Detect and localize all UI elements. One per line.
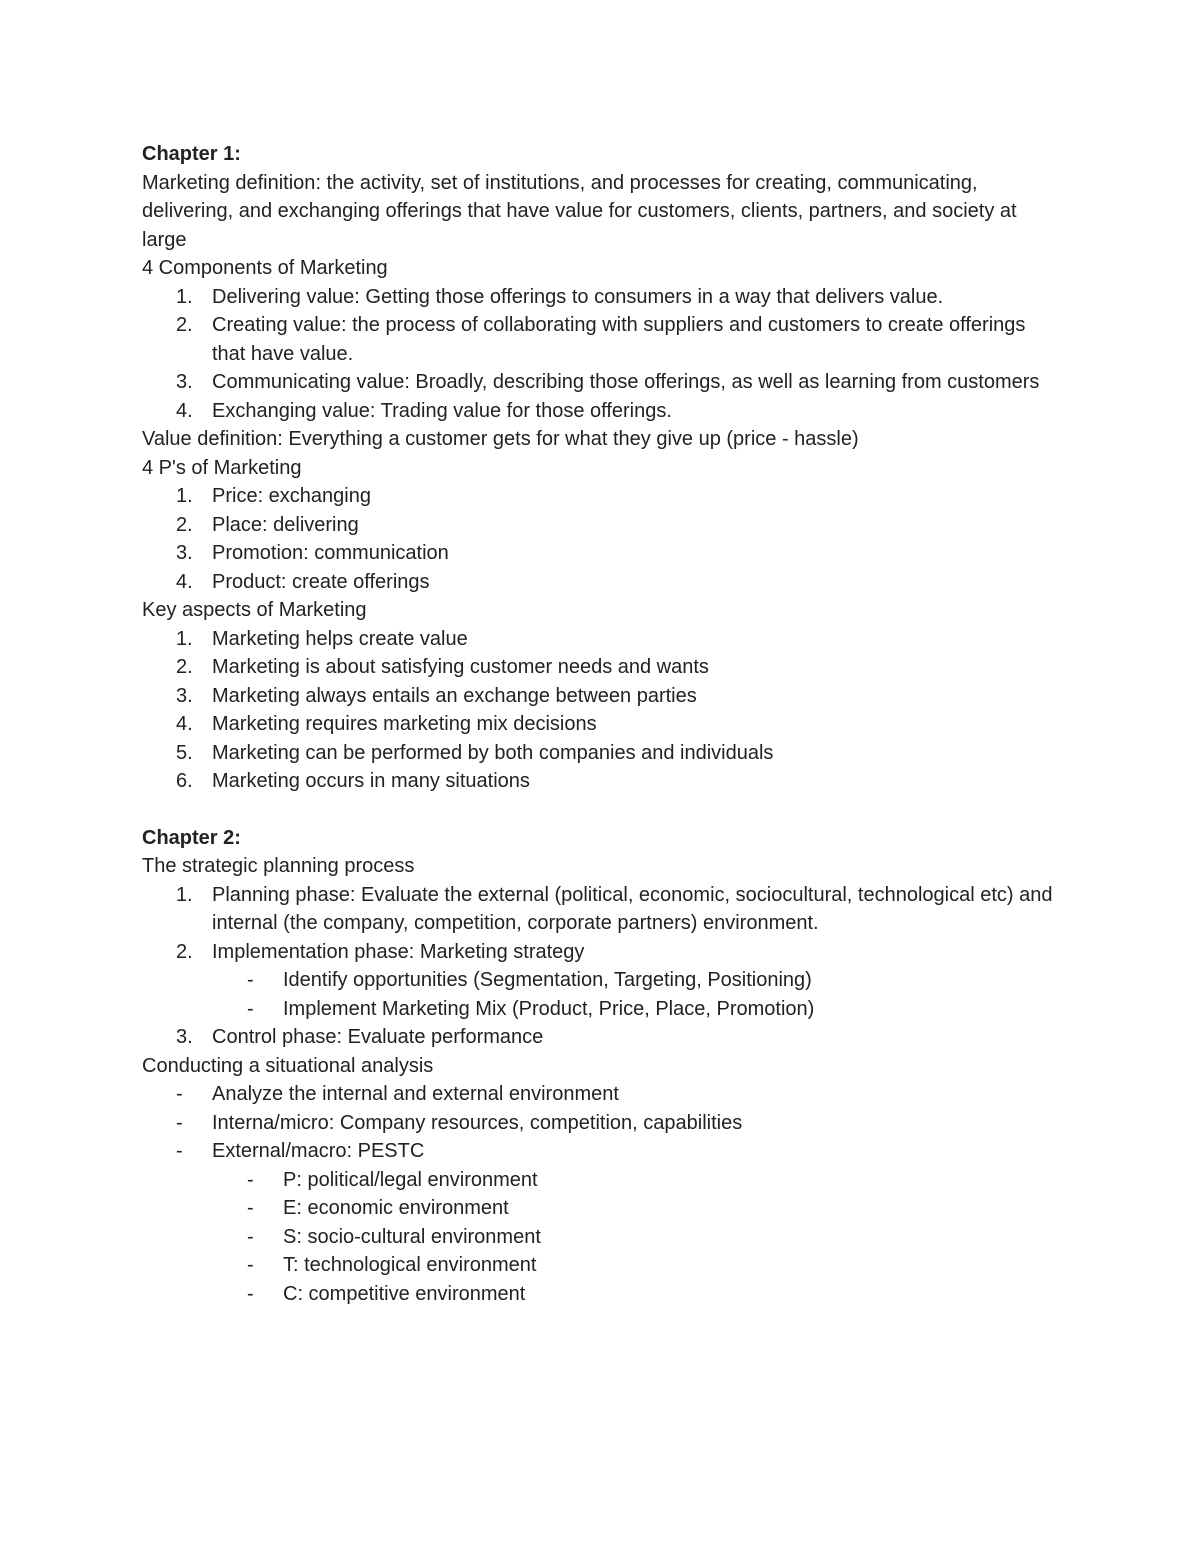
list-item	[142, 739, 1062, 768]
list-item-text: E: economic environment	[283, 1197, 509, 1219]
dash-bullet: -	[176, 1083, 183, 1105]
list-item-text: T: technological environment	[283, 1254, 537, 1276]
list-item-text: Creating value: the process of collaborating with suppliers and customers to create offerings that have value.	[212, 314, 1026, 365]
list-number: 2.	[176, 656, 193, 678]
list-number: 2.	[176, 940, 193, 963]
marketing-definition-text: : the activity, set of institutions, and processes for creating, communicating, delivering, and exchanging offerings that have value for customers, clients, partners, and society at large	[142, 171, 1017, 251]
components-title: 4 Components of Marketing	[142, 257, 388, 279]
list-number: 4.	[176, 713, 193, 735]
list-number: 3.	[176, 371, 193, 393]
four-ps-title: 4 P's of Marketing	[142, 456, 302, 479]
chapter-2-heading: Chapter 2:	[142, 826, 241, 849]
value-definition: Value definition: Everything a customer gets for what they give up (price - hassle)	[142, 428, 859, 450]
list-item-text: Place: delivering	[212, 513, 359, 536]
list-number: 4.	[176, 570, 193, 593]
planning-phases-list	[142, 881, 1062, 1052]
dash-bullet: -	[247, 1168, 254, 1191]
marketing-definition-label: Marketing definition	[142, 171, 316, 194]
list-item	[142, 397, 1062, 426]
section-spacer	[142, 796, 1062, 824]
list-number: 5.	[176, 741, 193, 764]
dash-bullet: -	[247, 1254, 254, 1276]
chapter-1-heading: Chapter 1:	[142, 143, 241, 165]
list-item-text: Marketing occurs in many situations	[212, 770, 530, 792]
list-number: 6.	[176, 770, 193, 792]
list-number: 1.	[176, 485, 193, 507]
list-item-text: Marketing requires marketing mix decisions	[212, 713, 597, 735]
sub-list-item	[142, 1166, 1062, 1195]
list-item-text: Analyze the internal and external environment	[212, 1083, 619, 1105]
list-item-text: Promotion: communication	[212, 542, 449, 564]
list-number: 2.	[176, 513, 193, 536]
strategic-planning-title: The strategic planning process	[142, 855, 415, 877]
list-number: 1.	[176, 627, 193, 650]
list-number: 3.	[176, 684, 193, 707]
list-number: 4.	[176, 399, 193, 422]
list-item	[142, 283, 1062, 312]
list-item	[142, 653, 1062, 682]
list-item-text: Price: exchanging	[212, 485, 371, 507]
list-item	[142, 1137, 1062, 1166]
dash-bullet: -	[247, 1197, 254, 1219]
list-item-text: Delivering value: Getting those offerings to consumers in a way that delivers value.	[212, 285, 944, 308]
list-item-text: Control phase: Evaluate performance	[212, 1026, 544, 1048]
list-item-text: Interna/micro: Company resources, competition, capabilities	[212, 1111, 743, 1134]
list-item-text: Exchanging value: Trading value for those offerings.	[212, 399, 672, 422]
list-item-text: Marketing always entails an exchange between parties	[212, 684, 697, 707]
dash-bullet: -	[176, 1140, 183, 1162]
list-item	[142, 625, 1062, 654]
key-aspects-title: Key aspects of Marketing	[142, 599, 367, 621]
sub-list-item	[142, 1251, 1062, 1280]
list-item	[142, 710, 1062, 739]
sub-list-item	[142, 1194, 1062, 1223]
list-item-text: P: political/legal environment	[283, 1168, 538, 1191]
dash-bullet: -	[247, 997, 254, 1020]
sub-list-item	[142, 1223, 1062, 1252]
list-item	[142, 482, 1062, 511]
sub-list-item	[142, 1280, 1062, 1309]
dash-bullet: -	[247, 1282, 254, 1305]
situational-analysis-title: Conducting a situational analysis	[142, 1054, 434, 1077]
list-item-text: External/macro: PESTC	[212, 1140, 425, 1162]
list-item	[142, 311, 1062, 368]
list-item	[142, 539, 1062, 568]
list-item-text: Marketing helps create value	[212, 627, 468, 650]
list-item-text: S: socio-cultural environment	[283, 1225, 541, 1248]
dash-bullet: -	[176, 1111, 183, 1134]
list-number: 2.	[176, 314, 193, 336]
marketing-definition	[142, 169, 1062, 255]
dash-bullet: -	[247, 1225, 254, 1248]
key-aspects-list	[142, 625, 1062, 796]
situational-analysis-list	[142, 1080, 1062, 1308]
list-item-text: Marketing can be performed by both companies and individuals	[212, 741, 774, 764]
four-ps-list	[142, 482, 1062, 596]
sub-list-item	[142, 966, 1062, 995]
list-item-text: Identify opportunities (Segmentation, Targeting, Positioning)	[283, 969, 812, 991]
list-item-text: C: competitive environment	[283, 1282, 526, 1305]
list-number: 3.	[176, 1026, 193, 1048]
list-item-text: Communicating value: Broadly, describing those offerings, as well as learning from customers	[212, 371, 1040, 393]
list-item-text: Implement Marketing Mix (Product, Price, Place, Promotion)	[283, 997, 815, 1020]
list-item	[142, 682, 1062, 711]
list-item-text: Marketing is about satisfying customer needs and wants	[212, 656, 709, 678]
list-item	[142, 1023, 1062, 1052]
list-item	[142, 881, 1062, 938]
components-list	[142, 283, 1062, 426]
list-item	[142, 767, 1062, 796]
list-item	[142, 511, 1062, 540]
list-number: 1.	[176, 285, 193, 308]
dash-bullet: -	[247, 969, 254, 991]
list-item	[142, 938, 1062, 967]
list-item-text: Planning phase: Evaluate the external (political, economic, sociocultural, technological etc) and internal (the company, competition, corporate partners) environment.	[212, 883, 1053, 934]
list-number: 1.	[176, 883, 193, 906]
document-page	[142, 140, 1062, 1308]
list-item	[142, 1080, 1062, 1109]
list-item	[142, 568, 1062, 597]
list-item-text: Implementation phase: Marketing strategy	[212, 940, 585, 963]
list-item-text: Product: create offerings	[212, 570, 430, 593]
list-number: 3.	[176, 542, 193, 564]
sub-list-item	[142, 995, 1062, 1024]
list-item	[142, 1109, 1062, 1138]
list-item	[142, 368, 1062, 397]
